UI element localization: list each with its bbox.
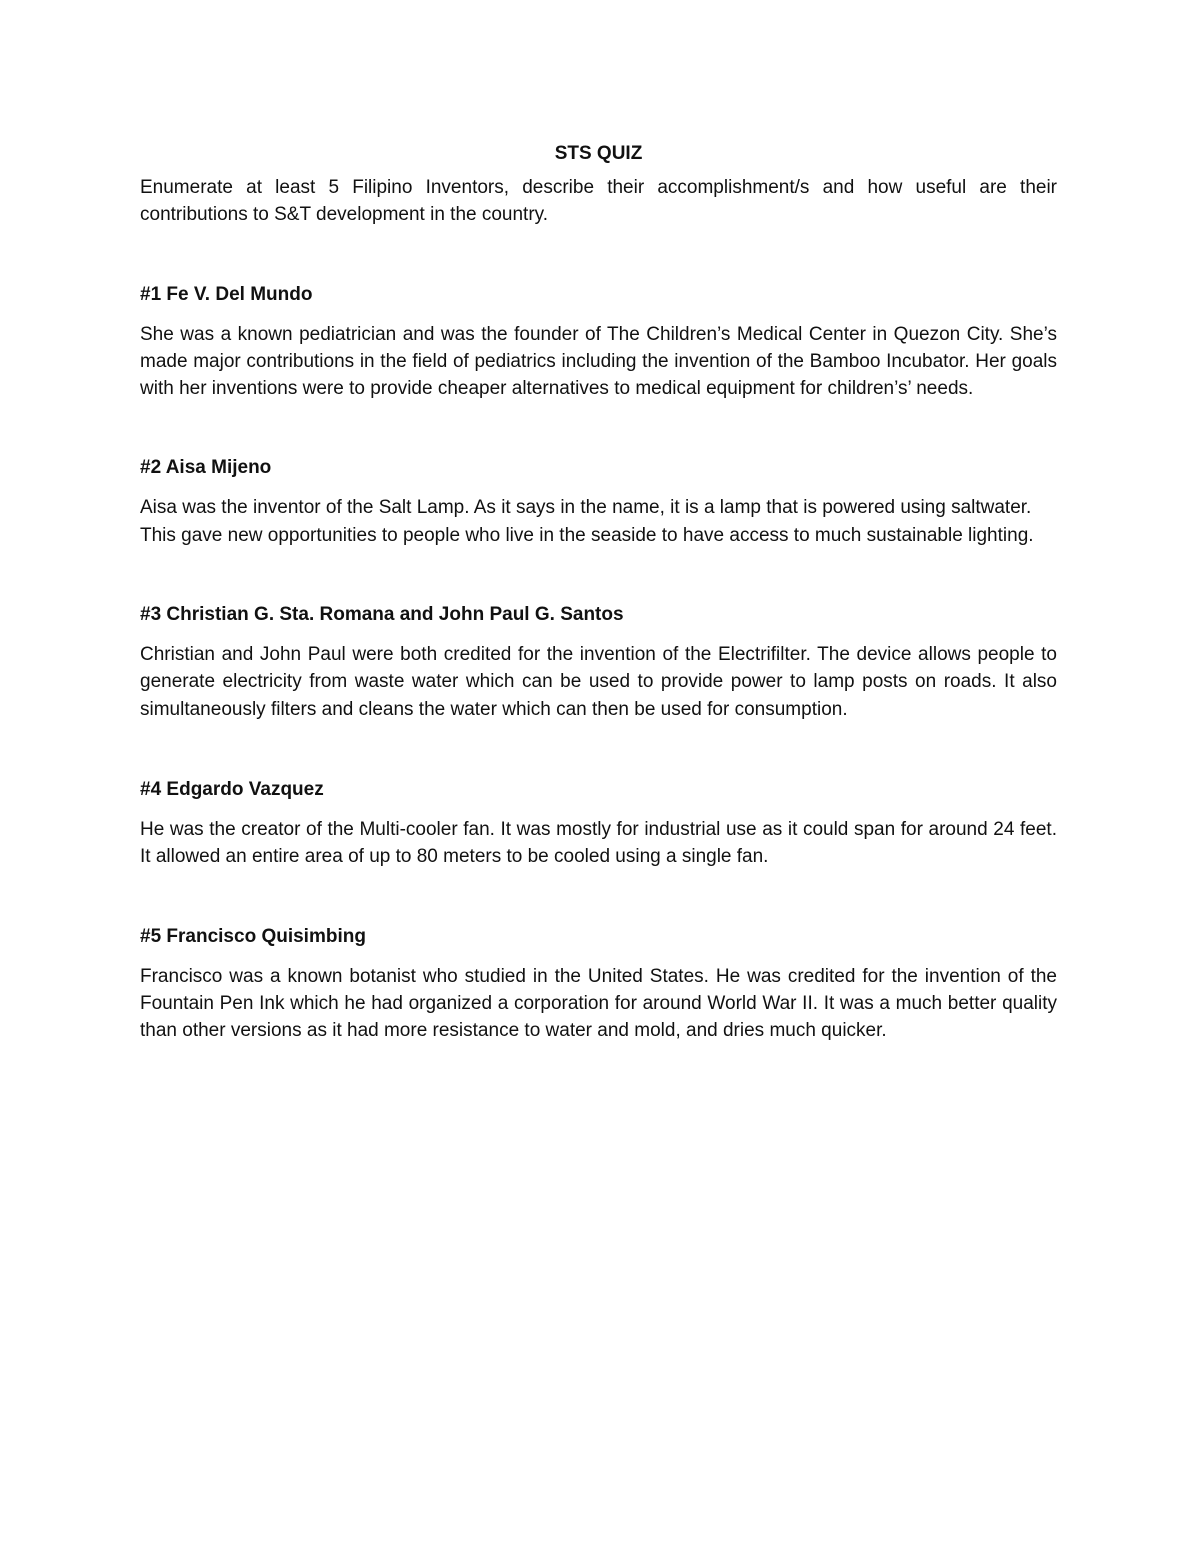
inventor-heading-1: #1 Fe V. Del Mundo: [140, 283, 313, 305]
inventor-body-3: Christian and John Paul were both credited for the invention of the Electrifilter. The device allows people to generate electricity from waste water which can be used to provide power to lamp posts on roads. It also simultaneously filters and cleans the water which can then be used for consumption.: [140, 644, 1057, 720]
inventor-heading-4: #4 Edgardo Vazquez: [140, 778, 324, 800]
inventor-section-3: [140, 601, 1057, 723]
inventor-section-4: [140, 776, 1057, 871]
inventor-section-5: [140, 923, 1057, 1045]
inventor-heading-3: #3 Christian G. Sta. Romana and John Paul G. Santos: [140, 604, 624, 626]
inventor-heading-5: #5 Francisco Quisimbing: [140, 925, 366, 947]
inventor-section-2: [140, 454, 1057, 549]
inventor-body-5: Francisco was a known botanist who studied in the United States. He was credited for the invention of the Fountain Pen Ink which he had organized a corporation for around World War II. It was a much better quality than other versions as it had more resistance to water and mold, and dries much quicker.: [140, 965, 1057, 1042]
inventor-body-1: She was a known pediatrician and was the founder of The Children’s Medical Center in Quezon City. She’s made major contributions in the field of pediatrics including the invention of the Bamboo Incubator. Her goals with her inventions were to provide cheaper alternatives to medical equipment for children’s’ needs.: [140, 323, 1057, 400]
intro-paragraph: Enumerate at least 5 Filipino Inventors, describe their accomplishment/s and how useful are their contributions to S&T development in the country.: [140, 177, 1057, 226]
inventor-heading-2: #2 Aisa Mijeno: [140, 457, 272, 479]
document-page: [140, 138, 1057, 1044]
document-title: STS QUIZ: [554, 143, 643, 164]
inventor-body-2: Aisa was the inventor of the Salt Lamp. As it says in the name, it is a lamp that is powered using saltwater. This gave new opportunities to people who live in the seaside to have access to much sustainable lighting.: [140, 497, 1034, 546]
inventor-body-4: He was the creator of the Multi-cooler fan. It was mostly for industrial use as it could span for around 24 feet. It allowed an entire area of up to 80 meters to be cooled using a single fan.: [140, 818, 1057, 868]
inventor-section-1: [140, 281, 1057, 403]
